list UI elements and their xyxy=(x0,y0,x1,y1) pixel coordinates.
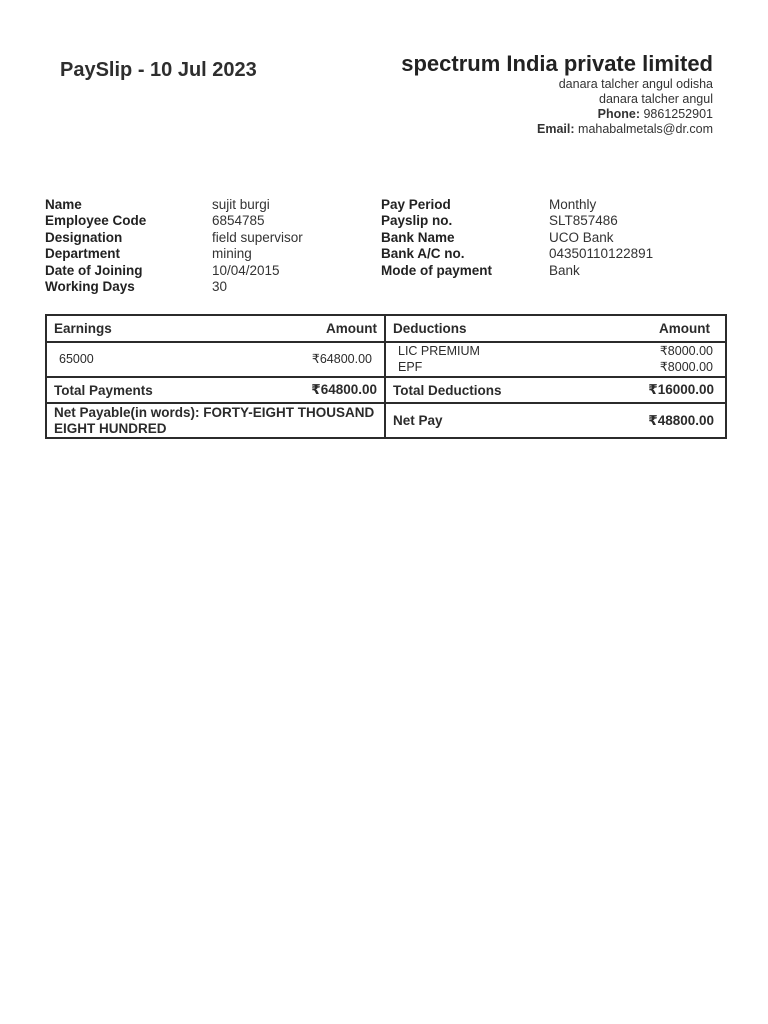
info-value: Bank xyxy=(549,262,580,278)
info-value: Monthly xyxy=(549,197,597,212)
email-line xyxy=(393,122,713,137)
info-label: Name xyxy=(45,197,82,212)
info-label: Designation xyxy=(45,229,123,245)
info-label: Payslip no. xyxy=(381,213,453,229)
deduction-item xyxy=(393,344,718,360)
email-label: Email: xyxy=(537,122,575,136)
phone-line xyxy=(393,107,713,122)
net-payable-words: Net Payable(in words): FORTY-EIGHT THOUSAND EIGHT HUNDRED xyxy=(54,404,375,436)
deduction-name: LIC PREMIUM xyxy=(398,344,480,358)
total-deductions-value: ₹16000.00 xyxy=(648,382,714,397)
total-deductions-cell xyxy=(385,377,726,403)
table-header-row xyxy=(46,315,726,342)
earning-amount: ₹64800.00 xyxy=(311,351,372,366)
deductions-header-cell xyxy=(385,315,726,342)
info-row xyxy=(45,230,725,246)
deduction-name: EPF xyxy=(398,359,423,374)
net-pay-value: ₹48800.00 xyxy=(648,412,714,428)
info-row xyxy=(45,197,725,213)
info-label: Department xyxy=(45,246,121,262)
earnings-items-cell xyxy=(46,342,385,377)
info-row xyxy=(45,263,725,279)
deduction-amount: ₹8000.00 xyxy=(659,344,713,358)
total-payments-value: ₹64800.00 xyxy=(311,382,377,397)
phone-label: Phone: xyxy=(597,107,640,121)
deductions-header: Deductions xyxy=(393,321,467,336)
deductions-items-cell xyxy=(385,342,726,377)
page-title: PaySlip - 10 Jul 2023 xyxy=(60,59,257,81)
net-pay-row xyxy=(46,403,726,438)
info-label: Pay Period xyxy=(381,197,451,212)
deduction-amount: ₹8000.00 xyxy=(659,359,713,374)
earning-name: 65000 xyxy=(59,351,94,366)
info-value: field supervisor xyxy=(212,229,303,245)
info-value: 04350110122891 xyxy=(549,246,654,262)
email-value: mahabalmetals@dr.com xyxy=(578,122,713,136)
total-payments-cell xyxy=(46,377,385,403)
info-row xyxy=(45,246,725,262)
company-name: spectrum India private limited xyxy=(401,51,713,76)
info-label: Mode of payment xyxy=(381,262,493,278)
info-value: 6854785 xyxy=(212,213,265,229)
info-row xyxy=(45,213,725,229)
address-line-2: danara talcher angul xyxy=(599,92,713,106)
info-label: Bank A/C no. xyxy=(381,246,465,262)
deductions-amount-header: Amount xyxy=(659,321,710,336)
earnings-amount-header: Amount xyxy=(326,321,377,336)
address-line-1: danara talcher angul odisha xyxy=(558,77,713,91)
table-items-row xyxy=(46,342,726,377)
info-label: Employee Code xyxy=(45,213,147,229)
earnings-header: Earnings xyxy=(54,321,112,336)
total-deductions-label: Total Deductions xyxy=(393,382,502,398)
employee-info xyxy=(45,197,725,295)
info-value: UCO Bank xyxy=(549,229,614,245)
info-value: SLT857486 xyxy=(549,213,618,229)
deduction-item xyxy=(393,360,718,376)
net-pay-label: Net Pay xyxy=(393,413,443,428)
info-label xyxy=(381,279,549,295)
totals-row xyxy=(46,377,726,403)
net-words-cell xyxy=(46,403,385,438)
phone-value: 9861252901 xyxy=(643,107,713,121)
info-value: sujit burgi xyxy=(212,197,270,212)
earning-item xyxy=(54,352,377,368)
info-label: Working Days xyxy=(45,278,135,294)
info-value: 10/04/2015 xyxy=(212,262,280,278)
net-pay-cell xyxy=(385,403,726,438)
info-value: mining xyxy=(212,246,252,262)
info-label: Bank Name xyxy=(381,229,455,245)
payslip-table xyxy=(45,314,727,439)
total-payments-label: Total Payments xyxy=(54,382,153,398)
info-label: Date of Joining xyxy=(45,262,143,278)
earnings-header-cell xyxy=(46,315,385,342)
info-value: 30 xyxy=(212,278,228,294)
company-block xyxy=(393,50,713,137)
info-row xyxy=(45,279,725,295)
